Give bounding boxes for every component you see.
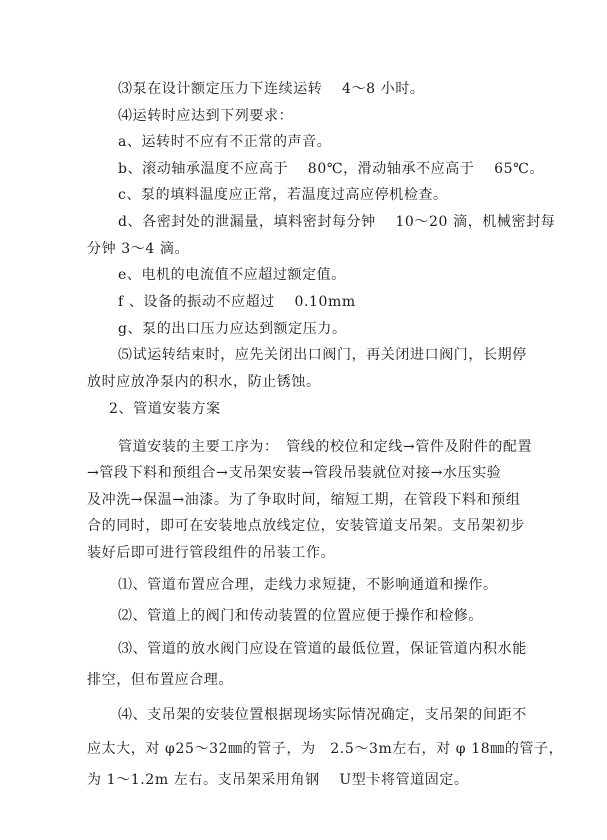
point-supports-cont: 应太大，对 φ25～32㎜的管子，为 2.5～3m左右，对 φ 18㎜的管子， xyxy=(87,741,564,757)
item-d-leakage-cont: 分钟 3～4 滴。 xyxy=(87,241,190,257)
item-g-outlet-pressure: g、泵的出口压力应达到额定压力。 xyxy=(118,321,347,337)
item-pump-run-duration: ⑶泵在设计额定压力下连续运转 4～8 小时。 xyxy=(118,81,425,97)
item-d-leakage: d、各密封处的泄漏量，填料密封每分钟 10～20 滴，机械密封每 xyxy=(118,214,556,230)
point-layout: ⑴、管道布置应合理，走线力求短捷，不影响通道和操作。 xyxy=(118,577,498,593)
item-f-vibration: f 、设备的振动不应超过 0.10mm xyxy=(118,294,356,310)
section-title: 2、管道安装方案 xyxy=(109,401,221,417)
intro-line: 合的同时，即可在安装地点放线定位，安装管道支吊架。支吊架初步 xyxy=(87,518,525,534)
point-drain-valve-cont: 排空，但布置应合理。 xyxy=(87,672,233,688)
item-e-current: e、电机的电流值不应超过额定值。 xyxy=(118,267,346,283)
item-c-packing-temp: c、泵的填料温度应正常，若温度过高应停机检查。 xyxy=(118,187,448,203)
intro-line: 及冲洗→保温→油漆。为了争取时间，缩短工期，在管段下料和预组 xyxy=(87,492,521,508)
point-drain-valve: ⑶、管道的放水阀门应设在管道的最低位置，保证管道内积水能 xyxy=(118,641,527,657)
item-test-end: ⑸试运转结束时，应先关闭出口阀门，再关闭进口阀门，长期停 xyxy=(118,347,527,363)
point-valves: ⑵、管道上的阀门和传动装置的位置应便于操作和检修。 xyxy=(118,608,483,624)
item-a-noise: a、运转时不应有不正常的声音。 xyxy=(118,134,332,150)
point-supports-cont: 为 1～1.2m 左右。支吊架采用角钢 U型卡将管道固定。 xyxy=(87,772,469,788)
intro-line: →管段下料和预组合→支吊架安装→管段吊装就位对接→水压实验 xyxy=(87,465,502,481)
intro-line: 装好后即可进行管段组件的吊装工作。 xyxy=(87,545,336,561)
point-supports: ⑷、支吊架的安装位置根据现场实际情况确定，支吊架的间距不 xyxy=(118,707,527,723)
intro-line: 管道安装的主要工序为： 管线的校位和定线→管件及附件的配置 xyxy=(118,439,533,455)
item-test-end-cont: 放时应放净泵内的积水，防止锈蚀。 xyxy=(87,374,321,390)
item-b-bearing-temp: b、滚动轴承温度不应高于 80℃，滑动轴承不应高于 65℃。 xyxy=(118,161,545,177)
item-run-requirements: ⑷运转时应达到下列要求： xyxy=(118,108,294,124)
